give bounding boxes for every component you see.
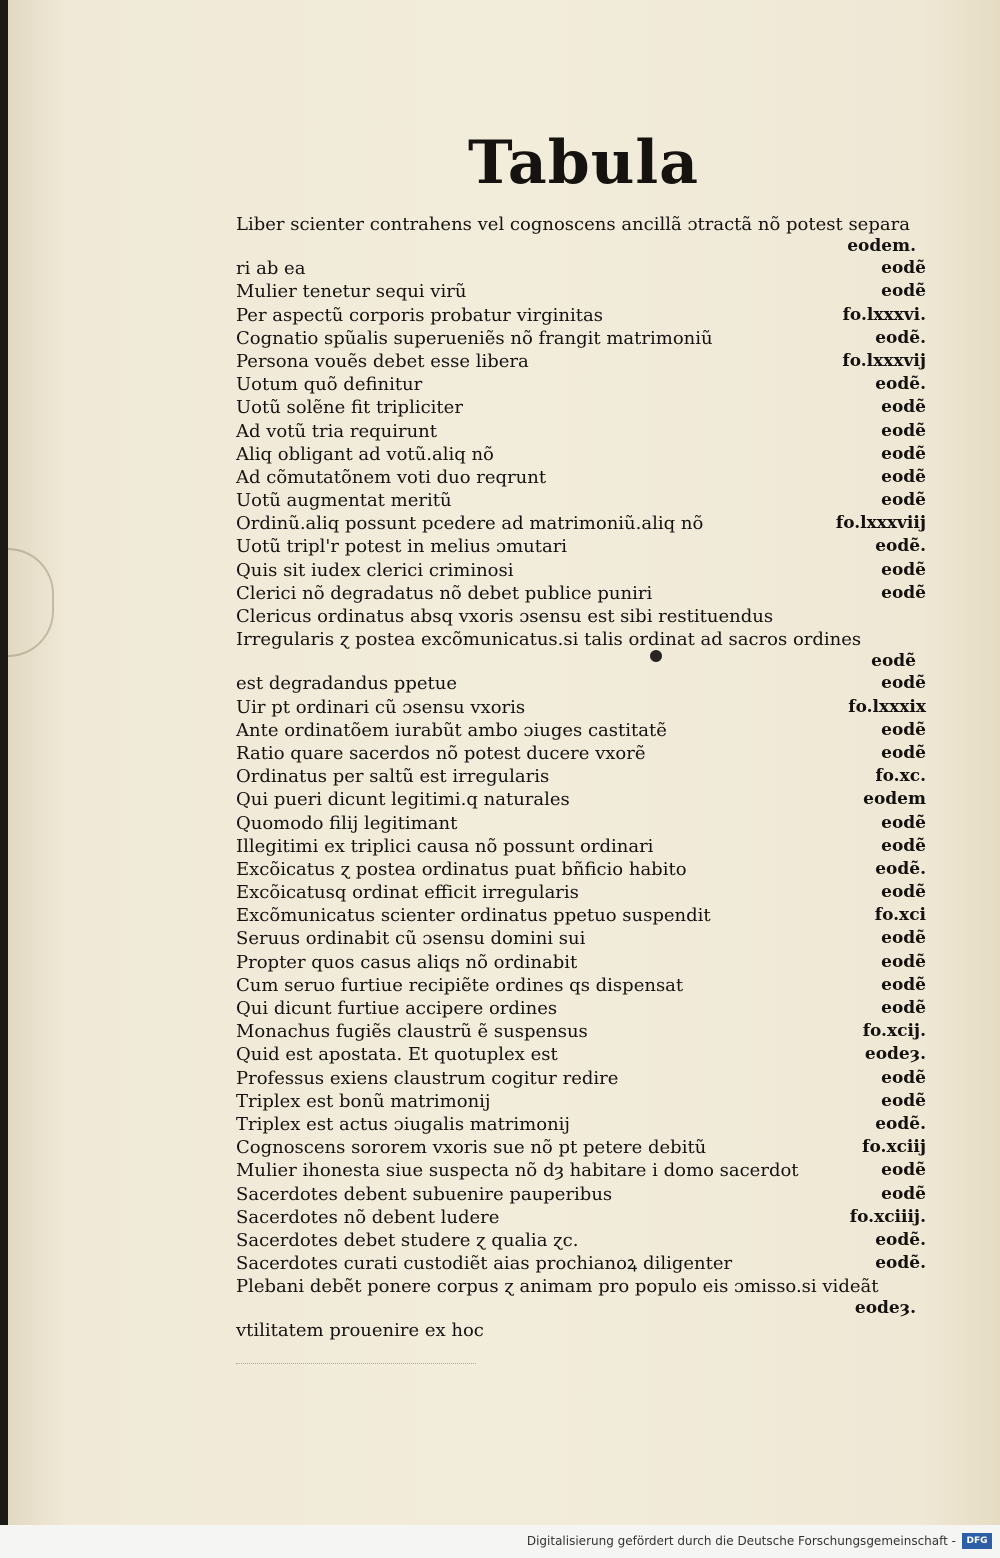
entry-folio-ref: eodẽ. bbox=[875, 327, 926, 348]
entry-folio-ref: eodẽ. bbox=[875, 536, 926, 557]
index-entry bbox=[236, 719, 926, 742]
entry-folio-ref: fo.xc. bbox=[875, 766, 926, 787]
entry-folio-ref: eodẽ bbox=[881, 1090, 926, 1111]
index-entry bbox=[236, 350, 926, 373]
entry-folio-ref: eodẽ. bbox=[875, 858, 926, 879]
index-entry bbox=[236, 582, 926, 605]
entry-folio-ref: eodẽ. bbox=[875, 1253, 926, 1274]
entry-text: Cum seruo furtiue recipiẽte ordines qs dispensat bbox=[236, 974, 684, 996]
entry-text: Triplex est bonũ matrimonij bbox=[236, 1090, 491, 1112]
entry-text: Ordinũ.aliq possunt pcedere ad matrimoniũ.aliq nõ bbox=[236, 513, 704, 535]
entry-folio-ref: eodẽ bbox=[881, 742, 926, 763]
margin-mark bbox=[236, 1355, 476, 1364]
dfg-logo-icon: DFG bbox=[962, 1533, 992, 1549]
entry-folio-ref: eodeȝ. bbox=[864, 1044, 926, 1065]
entry-folio-ref: fo.lxxxviij bbox=[835, 513, 926, 534]
index-entry bbox=[236, 672, 926, 695]
entry-text: est degradandus ppetue bbox=[236, 673, 457, 695]
index-entry bbox=[236, 373, 926, 396]
index-entry bbox=[236, 1229, 926, 1252]
entry-text: Triplex est actus ɔiugalis matrimonij bbox=[236, 1113, 571, 1135]
entry-folio-ref: eodẽ bbox=[881, 673, 926, 694]
entry-text: Mulier tenetur sequi virũ bbox=[236, 281, 467, 303]
entry-text: Aliq obligant ad votũ.aliq nõ bbox=[236, 443, 494, 465]
ink-blot bbox=[650, 650, 662, 662]
entry-text: Quomodo filij legitimant bbox=[236, 812, 458, 834]
entry-text: Sacerdotes nõ debent ludere bbox=[236, 1206, 500, 1228]
entry-text: ri ab ea bbox=[236, 258, 306, 280]
entry-folio-ref: eodẽ bbox=[881, 443, 926, 464]
entry-folio-ref: fo.xci bbox=[874, 905, 926, 926]
entry-text: Uotum quõ definitur bbox=[236, 374, 423, 396]
entry-text: Uir pt ordinari cũ ɔsensu vxoris bbox=[236, 696, 526, 718]
index-entry bbox=[236, 489, 926, 512]
index-entry bbox=[236, 1113, 926, 1136]
index-entry bbox=[236, 1298, 926, 1319]
index-entry bbox=[236, 1136, 926, 1159]
book-page bbox=[8, 0, 1000, 1525]
entry-text: Persona vouẽs debet esse libera bbox=[236, 350, 529, 372]
entry-folio-ref: eodẽ bbox=[881, 281, 926, 302]
page-clip-shadow bbox=[8, 548, 54, 657]
entry-folio-ref: eodẽ bbox=[881, 974, 926, 995]
entry-folio-ref: eodẽ bbox=[871, 651, 916, 672]
entry-folio-ref: fo.lxxxvij bbox=[842, 350, 926, 371]
entry-text: vtilitatem prouenire ex hoc bbox=[236, 1320, 484, 1342]
index-entry bbox=[236, 396, 926, 419]
entry-text: Irregularis ɀ postea excõmunicatus.si talis ordinat ad sacros ordines bbox=[236, 629, 862, 651]
entry-text: Plebani debẽt ponere corpus ɀ animam pro populo eis ɔmisso.si videãt bbox=[236, 1276, 879, 1298]
entry-text: Clerici nõ degradatus nõ debet publice puniri bbox=[236, 582, 653, 604]
entry-folio-ref: fo.lxxxix bbox=[848, 696, 926, 717]
entry-text: Quis sit iudex clerici criminosi bbox=[236, 559, 514, 581]
index-entry bbox=[236, 1183, 926, 1206]
index-entry bbox=[236, 1275, 926, 1298]
entry-folio-ref: eodẽ. bbox=[875, 1229, 926, 1250]
page-title: Tabula bbox=[468, 128, 700, 198]
index-entry bbox=[236, 788, 926, 811]
entry-text: Liber scienter contrahens vel cognoscens ancillã ɔtractã nõ potest separa bbox=[236, 214, 910, 235]
entry-text: Clericus ordinatus absq vxoris ɔsensu est sibi restituendus bbox=[236, 606, 774, 627]
entry-folio-ref: eodẽ bbox=[881, 1183, 926, 1204]
entry-folio-ref: eodẽ bbox=[881, 582, 926, 603]
entry-folio-ref: eodem. bbox=[847, 236, 916, 257]
index-entry bbox=[236, 812, 926, 835]
index-entry bbox=[236, 651, 926, 672]
index-entry bbox=[236, 466, 926, 489]
entry-folio-ref: eodẽ bbox=[881, 719, 926, 740]
index-entry bbox=[236, 974, 926, 997]
entry-text: Ad votũ tria requirunt bbox=[236, 420, 437, 442]
entry-folio-ref: eodẽ. bbox=[875, 374, 926, 395]
index-entry bbox=[236, 881, 926, 904]
entry-folio-ref: eodẽ bbox=[881, 466, 926, 487]
index-entry bbox=[236, 559, 926, 582]
index-entry bbox=[236, 696, 926, 719]
index-entry bbox=[236, 213, 926, 236]
entry-folio-ref: eodem bbox=[863, 789, 926, 810]
entry-text: Uotũ tripl'r potest in melius ɔmutari bbox=[236, 536, 568, 558]
entry-folio-ref: fo.xciiij. bbox=[849, 1206, 926, 1227]
entry-folio-ref: fo.xciij bbox=[862, 1137, 926, 1158]
index-entry bbox=[236, 304, 926, 327]
index-entry bbox=[236, 257, 926, 280]
index-entry bbox=[236, 535, 926, 558]
entry-text: Qui dicunt furtiue accipere ordines bbox=[236, 998, 558, 1019]
entry-text: Sacerdotes debet studere ɀ qualia ɀc. bbox=[236, 1229, 579, 1251]
index-entry bbox=[236, 1206, 926, 1229]
index-entry bbox=[236, 951, 926, 974]
entry-text: Propter quos casus aliqs nõ ordinabit bbox=[236, 951, 578, 973]
entry-folio-ref: eodẽ bbox=[881, 882, 926, 903]
index-entry bbox=[236, 765, 926, 788]
entry-folio-ref: eodeȝ. bbox=[854, 1298, 916, 1319]
entry-text: Per aspectũ corporis probatur virginitas bbox=[236, 304, 603, 326]
entry-text: Illegitimi ex triplici causa nõ possunt ordinari bbox=[236, 835, 654, 857]
entry-folio-ref: eodẽ bbox=[881, 951, 926, 972]
entry-text: Ratio quare sacerdos nõ potest ducere vxorẽ bbox=[236, 742, 646, 764]
entry-folio-ref: eodẽ bbox=[881, 998, 926, 1018]
entry-folio-ref: eodẽ bbox=[881, 1160, 926, 1181]
index-entry bbox=[236, 280, 926, 303]
entry-folio-ref: fo.lxxxvi. bbox=[842, 304, 926, 325]
index-entry bbox=[236, 1020, 926, 1043]
footer-bar bbox=[0, 1525, 1000, 1558]
entry-folio-ref: eodẽ bbox=[881, 928, 926, 949]
entry-text: Ante ordinatõem iurabũt ambo ɔiuges castitatẽ bbox=[236, 719, 667, 741]
entry-text: Uotũ solẽne fit tripliciter bbox=[236, 397, 463, 419]
entry-text: Monachus fugiẽs claustrũ ẽ suspensus bbox=[236, 1021, 588, 1043]
index-entry bbox=[236, 835, 926, 858]
entry-text: Excõmunicatus scienter ordinatus ppetuo suspendit bbox=[236, 905, 711, 927]
entry-text: Excõicatusq ordinat efficit irregularis bbox=[236, 882, 579, 904]
entry-text: Seruus ordinabit cũ ɔsensu domini sui bbox=[236, 928, 586, 950]
entry-text: Qui pueri dicunt legitimi.q naturales bbox=[236, 789, 570, 811]
index-entry bbox=[236, 628, 926, 651]
index-entry bbox=[236, 997, 926, 1020]
index-entry bbox=[236, 420, 926, 443]
entry-text: Excõicatus ɀ postea ordinatus puat bñficio habito bbox=[236, 858, 687, 880]
index-entry bbox=[236, 927, 926, 950]
entry-folio-ref: eodẽ bbox=[881, 559, 926, 580]
entry-text: Mulier ihonesta siue suspecta nõ dȝ habitare i domo sacerdot bbox=[236, 1160, 799, 1182]
entry-text: Quid est apostata. Et quotuplex est bbox=[236, 1044, 558, 1066]
entry-text: Cognoscens sororem vxoris sue nõ pt petere debitũ bbox=[236, 1137, 707, 1159]
entry-folio-ref: eodẽ bbox=[881, 1067, 926, 1088]
index-entry bbox=[236, 327, 926, 350]
index-entry bbox=[236, 605, 926, 628]
entry-text: Sacerdotes debent subuenire pauperibus bbox=[236, 1183, 613, 1205]
index-entry bbox=[236, 1252, 926, 1275]
entry-folio-ref: eodẽ bbox=[881, 258, 926, 279]
index-entry bbox=[236, 858, 926, 881]
entry-text: Ordinatus per saltũ est irregularis bbox=[236, 766, 550, 788]
entry-folio-ref: eodẽ. bbox=[875, 1113, 926, 1134]
footer-text: Digitalisierung gefördert durch die Deutsche Forschungsgemeinschaft - bbox=[526, 1534, 956, 1548]
entry-text: Professus exiens claustrum cogitur redire bbox=[236, 1067, 619, 1089]
index-entry bbox=[236, 236, 926, 257]
index-entry bbox=[236, 443, 926, 466]
entry-folio-ref: eodẽ bbox=[881, 490, 926, 511]
entry-folio-ref: fo.xcij. bbox=[862, 1021, 926, 1042]
index-entry bbox=[236, 742, 926, 765]
index-entry bbox=[236, 1067, 926, 1090]
entry-folio-ref: eodẽ bbox=[881, 397, 926, 418]
entry-text: Cognatio spũalis superueniẽs nõ frangit matrimoniũ bbox=[236, 327, 713, 349]
index-entry bbox=[236, 1319, 926, 1342]
index-entries bbox=[236, 213, 926, 1343]
entry-text: Sacerdotes curati custodiẽt aias prochianoꝝ diligenter bbox=[236, 1253, 733, 1275]
index-entry bbox=[236, 512, 926, 535]
index-entry bbox=[236, 1043, 926, 1066]
entry-folio-ref: eodẽ bbox=[881, 812, 926, 833]
entry-folio-ref: eodẽ bbox=[881, 420, 926, 441]
entry-folio-ref: eodẽ bbox=[881, 835, 926, 856]
entry-text: Ad cõmutatõnem voti duo reqrunt bbox=[236, 466, 547, 488]
index-entry bbox=[236, 1090, 926, 1113]
entry-text: Uotũ augmentat meritũ bbox=[236, 490, 452, 512]
index-entry bbox=[236, 1159, 926, 1182]
index-entry bbox=[236, 904, 926, 927]
